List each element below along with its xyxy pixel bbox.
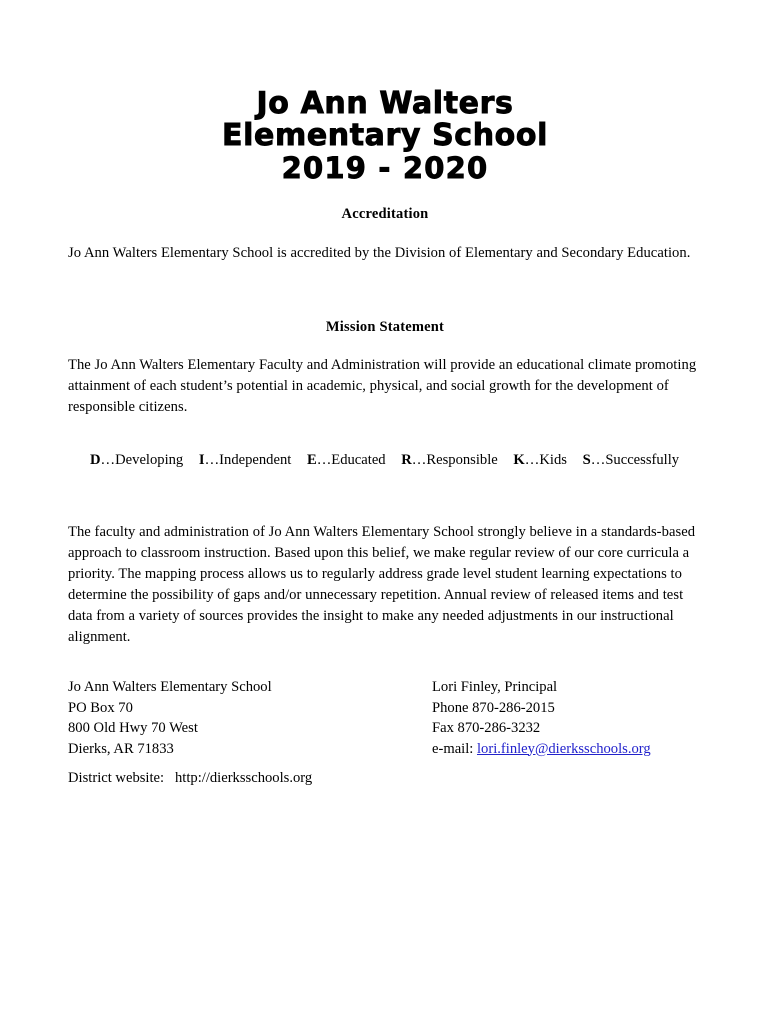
heading-mission-statement: Mission Statement xyxy=(325,319,445,335)
paragraph-accreditation: Jo Ann Walters Elementary School is accredited by the Division of Elementary and Secondary Education. xyxy=(68,245,691,261)
acronym-item-k xyxy=(513,452,567,468)
principal-email-line xyxy=(432,739,732,760)
acronym-letter-s: S xyxy=(582,452,591,468)
heading-accreditation: Accreditation xyxy=(341,206,429,222)
principal-phone: Phone 870-286-2015 xyxy=(432,699,555,716)
acronym-letter-k: K xyxy=(513,452,525,468)
acronym-word-e: …Educated xyxy=(316,452,386,468)
school-po-box: PO Box 70 xyxy=(68,699,133,716)
email-label: e-mail: xyxy=(432,740,477,757)
acronym-letter-d: D xyxy=(90,452,101,468)
principal-email-link[interactable]: lori.finley@dierksschools.org xyxy=(476,740,651,757)
acronym-item-r xyxy=(401,452,498,468)
district-website-line: District website: http://dierksschools.org xyxy=(68,770,313,786)
principal-fax: Fax 870-286-3232 xyxy=(432,720,541,736)
paragraph-philosophy: The faculty and administration of Jo Ann Walters Elementary School strongly believe in a standards-based approach to classroom instruction. Based upon this belief, we make regular review of our core curricula a priority. The mapping process allows us to regularly address grade level student learning expectations to determine the possibility of gaps and/or unnecessary repetition. Annual review of released items and test data from a variety of sources provides the insight to make any needed adjustments in our instructional alignment. xyxy=(68,524,696,645)
acronym-item-d xyxy=(90,452,183,468)
acronym-letter-r: R xyxy=(401,452,412,468)
school-street-address: 800 Old Hwy 70 West xyxy=(68,720,198,736)
acronym-letter-i: I xyxy=(198,452,205,468)
school-name-line-1: Jo Ann Walters xyxy=(256,86,514,121)
acronym-item-i xyxy=(199,452,291,468)
acronym-word-d: …Developing xyxy=(100,452,184,468)
acronym-letter-e: E xyxy=(306,452,317,468)
principal-name-title: Lori Finley, Principal xyxy=(432,679,558,695)
acronym-word-k: …Kids xyxy=(524,452,567,468)
acronym-word-i: …Independent xyxy=(204,452,292,468)
acronym-item-e xyxy=(307,452,386,468)
acronym-item-s xyxy=(583,452,680,468)
paragraph-mission-statement: The Jo Ann Walters Elementary Faculty and Administration will provide an educational climate promoting attainment of each student’s potential in academic, physical, and social growth for the development of responsible citizens. xyxy=(68,357,697,415)
school-name-line-2: Elementary School xyxy=(222,118,548,153)
acronym-line xyxy=(68,450,718,470)
school-city-state-zip: Dierks, AR 71833 xyxy=(68,740,174,757)
contact-column-school xyxy=(68,677,398,759)
acronym-word-r: …Responsible xyxy=(411,452,498,468)
school-year-line: 2019 - 2020 xyxy=(281,151,489,185)
school-name: Jo Ann Walters Elementary School xyxy=(68,679,272,695)
document-masthead xyxy=(0,88,770,184)
contact-column-principal xyxy=(432,677,732,759)
acronym-word-s: …Successfully xyxy=(590,452,680,468)
